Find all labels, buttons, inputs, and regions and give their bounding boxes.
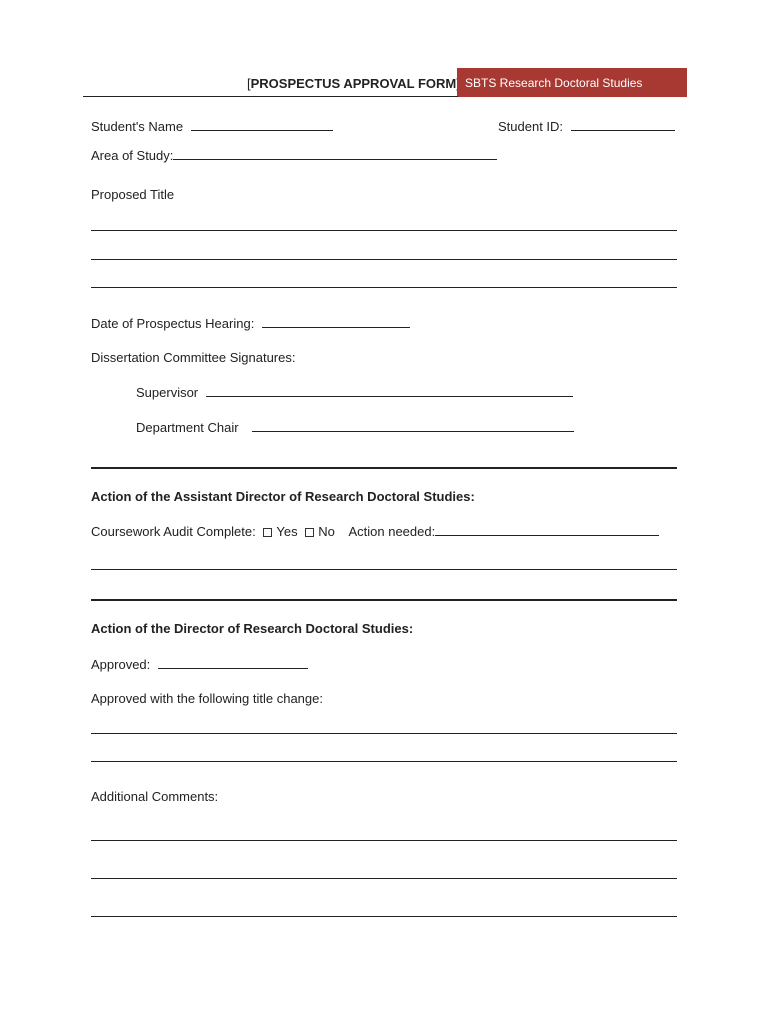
hearing-date-label: Date of Prospectus Hearing: [91, 316, 255, 331]
coursework-audit-row [91, 523, 659, 539]
supervisor-signature-field[interactable] [206, 384, 573, 397]
header-rule [83, 96, 458, 97]
audit-no-label: No [318, 524, 335, 539]
proposed-title-line-3[interactable] [91, 287, 677, 288]
approved-row [91, 656, 308, 672]
hearing-date-field[interactable] [262, 315, 410, 328]
bracket-open: [ [247, 76, 251, 91]
comments-line-2[interactable] [91, 878, 677, 879]
action-needed-label: Action needed: [348, 524, 436, 539]
comments-line-3[interactable] [91, 916, 677, 917]
assistant-director-heading: Action of the Assistant Director of Research Doctoral Studies: [91, 489, 475, 504]
department-chair-label: Department Chair [136, 420, 239, 435]
form-title-text: PROSPECTUS APPROVAL FORM [250, 76, 457, 91]
header-banner [457, 68, 687, 97]
action-needed-line-2[interactable] [91, 569, 677, 570]
director-heading: Action of the Director of Research Doctoral Studies: [91, 621, 414, 636]
student-id-row [498, 118, 675, 134]
additional-comments-label: Additional Comments: [91, 789, 219, 804]
proposed-title-line-2[interactable] [91, 259, 677, 260]
area-of-study-label: Area of Study: [91, 148, 174, 163]
student-id-field[interactable] [571, 118, 675, 131]
supervisor-label: Supervisor [136, 385, 199, 400]
student-id-label: Student ID: [498, 119, 564, 134]
student-name-label: Student's Name [91, 119, 184, 134]
header-banner-text: SBTS Research Doctoral Studies [465, 75, 643, 90]
area-of-study-field[interactable] [173, 147, 497, 160]
committee-signatures-label: Dissertation Committee Signatures: [91, 350, 296, 365]
title-change-label: Approved with the following title change: [91, 691, 323, 706]
approved-field[interactable] [158, 656, 308, 669]
comments-line-1[interactable] [91, 840, 677, 841]
audit-no-checkbox[interactable] [305, 528, 314, 537]
proposed-title-label: Proposed Title [91, 187, 175, 202]
hearing-date-row [91, 315, 410, 331]
title-change-line-1[interactable] [91, 733, 677, 734]
approved-label: Approved: [91, 657, 151, 672]
audit-yes-checkbox[interactable] [263, 528, 272, 537]
supervisor-row [136, 384, 573, 400]
coursework-audit-label: Coursework Audit Complete: [91, 524, 256, 539]
department-chair-signature-field[interactable] [252, 419, 574, 432]
section-divider-2 [91, 599, 677, 601]
student-name-field[interactable] [191, 118, 333, 131]
title-change-line-2[interactable] [91, 761, 677, 762]
department-chair-row [136, 419, 574, 435]
action-needed-field[interactable] [435, 523, 659, 536]
student-name-row [91, 118, 333, 134]
area-of-study-row [91, 147, 497, 163]
audit-yes-label: Yes [276, 524, 298, 539]
form-title [247, 76, 460, 91]
proposed-title-line-1[interactable] [91, 230, 677, 231]
section-divider-1 [91, 467, 677, 469]
